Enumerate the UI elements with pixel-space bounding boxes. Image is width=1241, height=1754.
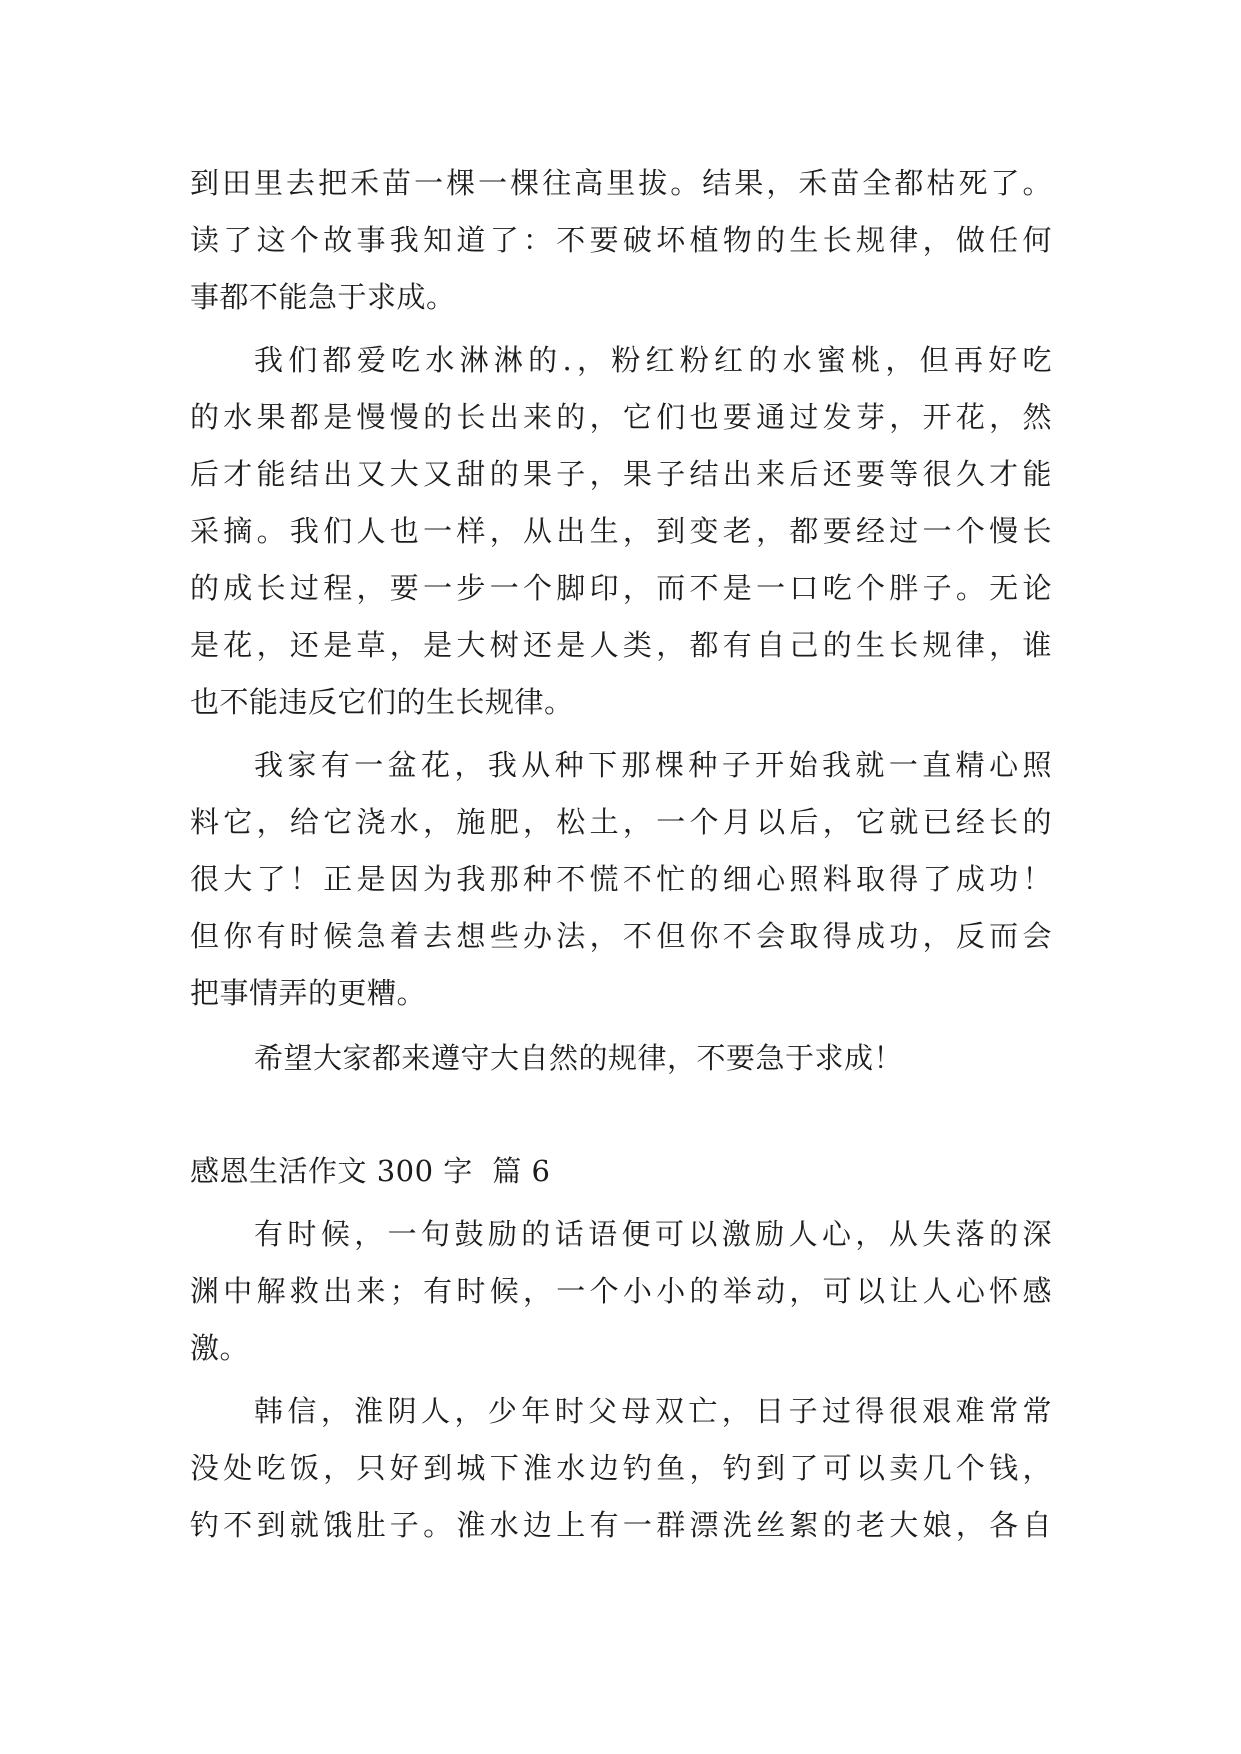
paragraph <box>190 737 1052 1022</box>
paragraph <box>190 1383 1052 1554</box>
text-line: 读了这个故事我知道了：不要破坏植物的生长规律，做任何 <box>190 223 1052 257</box>
text-line: 钓不到就饿肚子。淮水边上有一群漂洗丝絮的老大娘，各自 <box>190 1508 1052 1542</box>
text-line: 料它，给它浇水，施肥，松土，一个月以后，它就已经长的 <box>190 805 1052 839</box>
section-heading: 感恩生活作文 300 字 篇 6 <box>190 1154 551 1188</box>
paragraph <box>190 155 1052 326</box>
text-line: 事都不能急于求成。 <box>190 280 456 314</box>
paragraph <box>190 332 1052 731</box>
text-line: 也不能违反它们的生长规律。 <box>190 685 574 719</box>
text-line: 的水果都是慢慢的长出来的，它们也要通过发芽，开花，然 <box>190 400 1052 434</box>
document-body <box>190 155 1052 1554</box>
text-line: 是花，还是草，是大树还是人类，都有自己的生长规律，谁 <box>190 628 1052 662</box>
paragraph <box>190 1206 1052 1377</box>
paragraph <box>190 1030 1052 1087</box>
text-line: 采摘。我们人也一样，从出生，到变老，都要经过一个慢长 <box>190 514 1052 548</box>
text-line: 到田里去把禾苗一棵一棵往高里拔。结果，禾苗全都枯死了。 <box>190 166 1052 200</box>
text-line: 没处吃饭，只好到城下淮水边钓鱼，钓到了可以卖几个钱， <box>190 1451 1052 1485</box>
text-line: 渊中解救出来；有时候，一个小小的举动，可以让人心怀感 <box>190 1274 1052 1308</box>
text-line: 有时候，一句鼓励的话语便可以激励人心，从失落的深 <box>254 1217 1052 1251</box>
text-line: 韩信，淮阴人，少年时父母双亡，日子过得很艰难常常 <box>254 1394 1052 1428</box>
text-line: 激。 <box>190 1331 250 1365</box>
text-line: 后才能结出又大又甜的果子，果子结出来后还要等很久才能 <box>190 457 1052 491</box>
text-line: 把事情弄的更糟。 <box>190 976 427 1010</box>
text-line: 的成长过程，要一步一个脚印，而不是一口吃个胖子。无论 <box>190 571 1052 605</box>
text-line: 我家有一盆花，我从种下那棵种子开始我就一直精心照 <box>254 748 1052 782</box>
text-line: 很大了！正是因为我那种不慌不忙的细心照料取得了成功！ <box>190 862 1052 896</box>
text-line: 我们都爱吃水淋淋的.，粉红粉红的水蜜桃，但再好吃 <box>254 343 1052 377</box>
text-line: 但你有时候急着去想些办法，不但你不会取得成功，反而会 <box>190 919 1052 953</box>
text-line: 希望大家都来遵守大自然的规律，不要急于求成！ <box>254 1041 904 1075</box>
